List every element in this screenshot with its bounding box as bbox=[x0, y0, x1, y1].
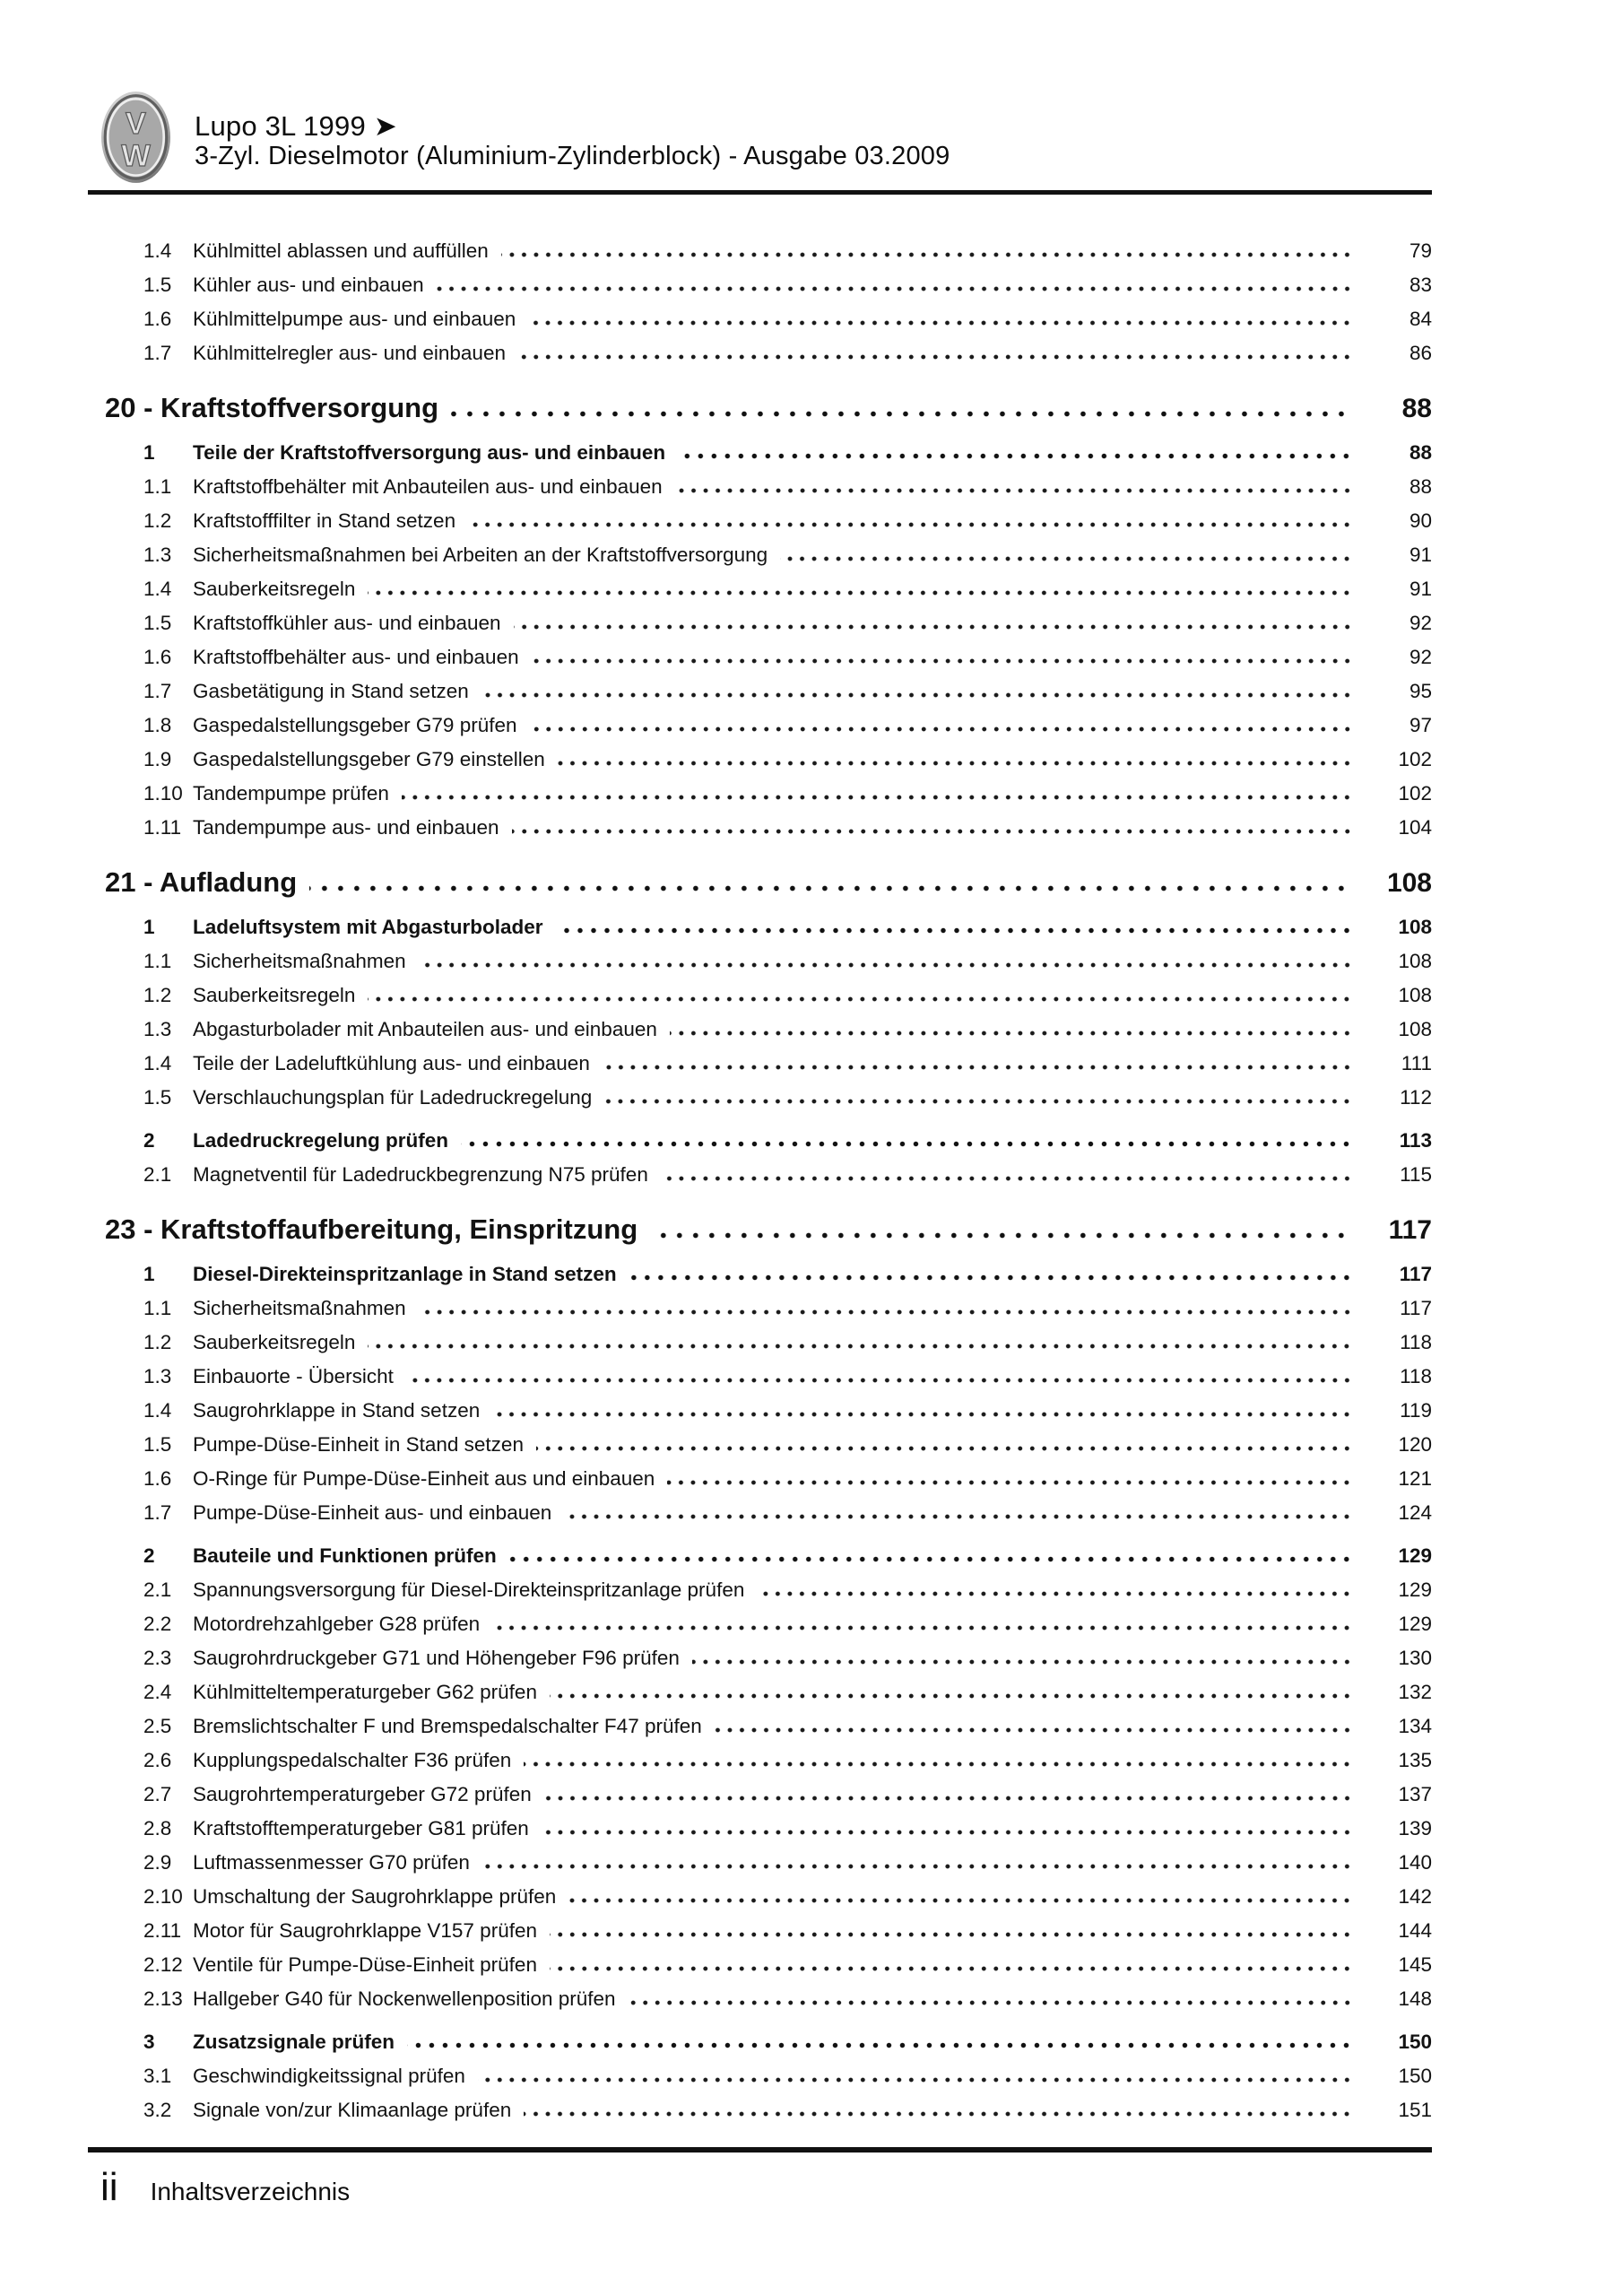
toc-section-title: 23 - Kraftstoffaufbereitung, Einspritzung bbox=[105, 1213, 638, 1245]
toc-entry-page: 130 bbox=[1398, 1647, 1432, 1669]
dot-leader bbox=[556, 927, 1356, 934]
toc-entry-title: Motor für Saugrohrklappe V157 prüfen bbox=[193, 1919, 537, 1942]
toc-entry-page: 79 bbox=[1409, 239, 1432, 262]
toc-entry-page: 95 bbox=[1409, 680, 1432, 702]
toc-entry-number: 1.6 bbox=[143, 308, 172, 330]
toc-entry bbox=[88, 470, 1432, 504]
toc-entry-page: 144 bbox=[1398, 1919, 1432, 1942]
toc-entry-title: Kühlmitteltemperaturgeber G62 prüfen bbox=[193, 1681, 537, 1703]
dot-leader bbox=[368, 1344, 1355, 1349]
toc-entry bbox=[88, 1948, 1432, 1982]
toc-section-page: 117 bbox=[1388, 1215, 1432, 1245]
toc-entry-title: Sauberkeitsregeln bbox=[193, 984, 356, 1006]
toc-entry bbox=[88, 1496, 1432, 1530]
toc-entry bbox=[88, 1846, 1432, 1880]
toc-entry-title: Kraftstofffilter in Stand setzen bbox=[193, 509, 456, 532]
toc-entry-page: 120 bbox=[1398, 1433, 1432, 1456]
toc-entry bbox=[88, 1709, 1432, 1744]
footer-section-label: Inhaltsverzeichnis bbox=[150, 2178, 351, 2205]
toc-entry-title: Kupplungspedalschalter F36 prüfen bbox=[193, 1749, 512, 1771]
toc-entry-title: Sauberkeitsregeln bbox=[193, 1331, 356, 1353]
toc-entry-number: 1.5 bbox=[143, 612, 172, 634]
toc-entry-page: 137 bbox=[1398, 1783, 1432, 1805]
toc-entry-title: Gasbetätigung in Stand setzen bbox=[193, 680, 469, 702]
toc-entry-number: 1.9 bbox=[143, 748, 172, 770]
dot-leader bbox=[524, 2111, 1355, 2117]
dot-leader bbox=[528, 320, 1355, 326]
toc-entry bbox=[88, 2025, 1432, 2059]
svg-text:V: V bbox=[126, 106, 146, 141]
toc-entry-page: 118 bbox=[1400, 1331, 1432, 1353]
dot-leader bbox=[675, 488, 1355, 493]
toc-entry bbox=[88, 1539, 1432, 1573]
dot-leader bbox=[407, 2042, 1355, 2048]
toc-entry bbox=[88, 640, 1432, 674]
toc-entry bbox=[88, 1982, 1432, 2016]
toc-entry-title: Pumpe-Düse-Einheit in Stand setzen bbox=[193, 1433, 524, 1456]
toc-entry-page: 129 bbox=[1398, 1544, 1432, 1567]
toc-entry bbox=[88, 572, 1432, 606]
dot-leader bbox=[604, 1099, 1355, 1104]
toc-entry-number: 1.1 bbox=[143, 1297, 172, 1319]
toc-entry bbox=[88, 910, 1432, 944]
toc-entry-number: 1.7 bbox=[143, 342, 172, 364]
toc-entry-number: 1.4 bbox=[143, 1399, 172, 1422]
toc-entry bbox=[88, 709, 1432, 743]
toc-entry-title: Gaspedalstellungsgeber G79 prüfen bbox=[193, 714, 517, 736]
dot-leader bbox=[678, 453, 1355, 459]
toc-entry-number: 1.2 bbox=[143, 984, 172, 1006]
toc-entry-page: 112 bbox=[1400, 1086, 1432, 1109]
toc-entry-page: 83 bbox=[1409, 274, 1432, 296]
toc-entry-title: Geschwindigkeitssignal prüfen bbox=[193, 2065, 465, 2087]
toc-entry bbox=[88, 978, 1432, 1013]
dot-leader bbox=[478, 2077, 1355, 2083]
toc-entry bbox=[88, 777, 1432, 811]
dot-leader bbox=[661, 1176, 1355, 1181]
page-title: Lupo 3L 1999 ➤ bbox=[195, 110, 397, 142]
toc-entry-title: Saugrohrtemperaturgeber G72 prüfen bbox=[193, 1783, 532, 1805]
toc-entry-title: Bauteile und Funktionen prüfen bbox=[193, 1544, 497, 1567]
toc-entry-page: 140 bbox=[1398, 1851, 1432, 1874]
toc-entry-page: 104 bbox=[1398, 816, 1432, 839]
toc-entry-title: Einbauorte - Übersicht bbox=[193, 1365, 394, 1387]
toc-entry-title: Spannungsversorgung für Diesel-Direkteinspritzanlage prüfen bbox=[193, 1578, 745, 1601]
toc-entry-page: 102 bbox=[1398, 782, 1432, 804]
dot-leader bbox=[670, 1031, 1355, 1036]
toc-entry bbox=[88, 1880, 1432, 1914]
toc-entry-title: Ladedruckregelung prüfen bbox=[193, 1129, 449, 1152]
toc-entry-number: 1 bbox=[143, 916, 155, 938]
dot-leader bbox=[568, 1898, 1355, 1903]
toc-entry-number: 1.3 bbox=[143, 544, 172, 566]
toc-entry-number: 1 bbox=[143, 441, 155, 464]
toc-section-page: 88 bbox=[1401, 394, 1432, 423]
toc-entry bbox=[88, 2093, 1432, 2127]
dot-leader bbox=[780, 556, 1355, 561]
toc-entry-title: Kraftstoffbehälter aus- und einbauen bbox=[193, 646, 519, 668]
toc-entry-number: 2.7 bbox=[143, 1783, 172, 1805]
toc-entry-title: Tandempumpe aus- und einbauen bbox=[193, 816, 499, 839]
footer-row bbox=[100, 2165, 1432, 2210]
dot-leader bbox=[451, 411, 1351, 417]
toc-entry-title: Tandempumpe prüfen bbox=[193, 782, 389, 804]
toc-entry bbox=[88, 1641, 1432, 1675]
toc-entry-page: 121 bbox=[1398, 1467, 1432, 1490]
toc-section-heading bbox=[88, 390, 1432, 427]
toc-entry-page: 119 bbox=[1400, 1399, 1432, 1422]
toc-entry bbox=[88, 1047, 1432, 1081]
toc-entry-number: 3.1 bbox=[143, 2065, 172, 2087]
toc-entry bbox=[88, 1744, 1432, 1778]
toc-entry bbox=[88, 674, 1432, 709]
toc-entry-page: 117 bbox=[1400, 1297, 1432, 1319]
toc-entry-number: 2.6 bbox=[143, 1749, 172, 1771]
toc-entry-page: 108 bbox=[1398, 950, 1432, 972]
toc-entry-title: Motordrehzahlgeber G28 prüfen bbox=[193, 1613, 481, 1635]
dot-leader bbox=[309, 885, 1351, 891]
toc-entry bbox=[88, 1257, 1432, 1292]
toc-entry-title: Magnetventil für Ladedruckbegrenzung N75 prüfen bbox=[193, 1163, 648, 1186]
dot-leader bbox=[501, 252, 1355, 257]
toc-entry-number: 2.13 bbox=[143, 1987, 183, 2010]
toc-entry-page: 92 bbox=[1409, 646, 1432, 668]
toc-section-title: 20 - Kraftstoffversorgung bbox=[105, 392, 439, 423]
dot-leader bbox=[512, 829, 1356, 834]
toc-entry-title: Diesel-Direkteinspritzanlage in Stand setzen bbox=[193, 1263, 617, 1285]
dot-leader bbox=[461, 1141, 1355, 1147]
toc-entry-title: Signale von/zur Klimaanlage prüfen bbox=[193, 2099, 512, 2121]
page-subtitle: 3-Zyl. Dieselmotor (Aluminium-Zylinderblock) - Ausgabe 03.2009 bbox=[195, 142, 950, 170]
dot-leader bbox=[514, 624, 1355, 630]
toc-entry-page: 142 bbox=[1398, 1885, 1432, 1908]
toc-entry-number: 1.6 bbox=[143, 646, 172, 668]
toc-entry-number: 1.3 bbox=[143, 1365, 172, 1387]
toc-entry-title: Pumpe-Düse-Einheit aus- und einbauen bbox=[193, 1501, 552, 1524]
toc-entry-page: 102 bbox=[1398, 748, 1432, 770]
toc-entry-number: 1.10 bbox=[143, 782, 183, 804]
header-rule bbox=[88, 190, 1432, 195]
toc-entry-title: Abgasturbolader mit Anbauteilen aus- und einbauen bbox=[193, 1018, 657, 1040]
dot-leader bbox=[667, 1480, 1355, 1485]
toc-entry-page: 118 bbox=[1400, 1365, 1432, 1387]
toc-entry-page: 145 bbox=[1398, 1953, 1432, 1976]
toc-entry-page: 129 bbox=[1398, 1578, 1432, 1601]
toc-entry-number: 2.9 bbox=[143, 1851, 172, 1874]
toc-entry-number: 3 bbox=[143, 2031, 155, 2053]
toc-entry bbox=[88, 234, 1432, 268]
toc-entry bbox=[88, 606, 1432, 640]
toc-entry-number: 2.4 bbox=[143, 1681, 172, 1703]
toc-entry-page: 111 bbox=[1401, 1052, 1432, 1074]
toc-entry bbox=[88, 1607, 1432, 1641]
toc-entry-title: O-Ringe für Pumpe-Düse-Einheit aus und einbauen bbox=[193, 1467, 655, 1490]
toc-entry-title: Sicherheitsmaßnahmen bbox=[193, 950, 406, 972]
toc-entry bbox=[88, 1675, 1432, 1709]
toc-entry-number: 1.5 bbox=[143, 1433, 172, 1456]
toc-entry-title: Kraftstofftemperaturgeber G81 prüfen bbox=[193, 1817, 529, 1839]
toc-entry-page: 115 bbox=[1400, 1163, 1432, 1186]
dot-leader bbox=[532, 658, 1355, 664]
toc-entry-title: Sicherheitsmaßnahmen bbox=[193, 1297, 406, 1319]
toc-entry bbox=[88, 811, 1432, 845]
toc-entry-number: 2.11 bbox=[143, 1919, 182, 1942]
toc-entry-title: Kühlmittelregler aus- und einbauen bbox=[193, 342, 506, 364]
dot-leader bbox=[468, 522, 1355, 527]
toc-entry-title: Zusatzsignale prüfen bbox=[193, 2031, 395, 2053]
toc-entry bbox=[88, 1326, 1432, 1360]
toc-entry-title: Teile der Kraftstoffversorgung aus- und einbauen bbox=[193, 441, 666, 464]
dot-leader bbox=[564, 1514, 1355, 1519]
toc-section-heading bbox=[88, 865, 1432, 901]
toc-entry bbox=[88, 1573, 1432, 1607]
toc-entry bbox=[88, 1081, 1432, 1115]
toc-entry-title: Hallgeber G40 für Nockenwellenposition prüfen bbox=[193, 1987, 616, 2010]
toc-entry-page: 108 bbox=[1398, 1018, 1432, 1040]
toc-entry-page: 92 bbox=[1409, 612, 1432, 634]
toc-entry-number: 1.2 bbox=[143, 1331, 172, 1353]
toc-entry-number: 1.4 bbox=[143, 239, 172, 262]
dot-leader bbox=[550, 1932, 1355, 1937]
toc-entry-title: Luftmassenmesser G70 prüfen bbox=[193, 1851, 470, 1874]
toc-entry bbox=[88, 944, 1432, 978]
toc-entry-title: Umschaltung der Saugrohrklappe prüfen bbox=[193, 1885, 557, 1908]
toc-entry-title: Kühlmittel ablassen und auffüllen bbox=[193, 239, 489, 262]
toc-entry-title: Teile der Ladeluftkühlung aus- und einbauen bbox=[193, 1052, 590, 1074]
toc-entry-page: 151 bbox=[1398, 2099, 1432, 2121]
toc-entry bbox=[88, 1292, 1432, 1326]
toc-entry bbox=[88, 1360, 1432, 1394]
toc-entry-title: Sicherheitsmaßnahmen bei Arbeiten an der Kraftstoffversorgung bbox=[193, 544, 768, 566]
dot-leader bbox=[544, 1796, 1355, 1801]
toc-entry-page: 84 bbox=[1409, 308, 1432, 330]
document-page bbox=[88, 0, 1432, 2127]
toc-entry-title: Ventile für Pumpe-Düse-Einheit prüfen bbox=[193, 1953, 537, 1976]
dot-leader bbox=[542, 1830, 1355, 1835]
dot-leader bbox=[419, 962, 1355, 968]
toc-entry-number: 1.6 bbox=[143, 1467, 172, 1490]
dot-leader bbox=[419, 1309, 1355, 1315]
dot-leader bbox=[530, 726, 1356, 732]
dot-leader bbox=[482, 1864, 1355, 1869]
dot-leader bbox=[406, 1378, 1355, 1383]
dot-leader bbox=[715, 1727, 1355, 1733]
toc-entry-page: 88 bbox=[1409, 441, 1432, 464]
toc-entry bbox=[88, 436, 1432, 470]
header-titles bbox=[195, 90, 950, 171]
toc-entry-page: 134 bbox=[1398, 1715, 1432, 1737]
toc-entry-page: 132 bbox=[1398, 1681, 1432, 1703]
toc-entry-number: 2.1 bbox=[143, 1163, 172, 1186]
toc-entry bbox=[88, 1394, 1432, 1428]
toc bbox=[88, 234, 1432, 2127]
toc-entry bbox=[88, 743, 1432, 777]
dot-leader bbox=[368, 996, 1355, 1002]
toc-entry-page: 113 bbox=[1399, 1129, 1432, 1152]
toc-entry-page: 148 bbox=[1398, 1987, 1432, 2010]
dot-leader bbox=[629, 2000, 1355, 2005]
toc-entry-number: 2 bbox=[143, 1129, 155, 1152]
toc-entry-title: Saugrohrdruckgeber G71 und Höhengeber F96 prüfen bbox=[193, 1647, 680, 1669]
toc-entry bbox=[88, 2059, 1432, 2093]
toc-entry-number: 1.7 bbox=[143, 1501, 172, 1524]
dot-leader bbox=[550, 1966, 1355, 1971]
toc-entry-title: Saugrohrklappe in Stand setzen bbox=[193, 1399, 481, 1422]
toc-entry-number: 1 bbox=[143, 1263, 155, 1285]
toc-entry-number: 2.10 bbox=[143, 1885, 183, 1908]
toc-entry-title: Sauberkeitsregeln bbox=[193, 578, 356, 600]
toc-entry-page: 108 bbox=[1398, 984, 1432, 1006]
toc-section-title: 21 - Aufladung bbox=[105, 866, 298, 898]
toc-entry-title: Gaspedalstellungsgeber G79 einstellen bbox=[193, 748, 545, 770]
toc-entry-page: 86 bbox=[1409, 342, 1432, 364]
dot-leader bbox=[603, 1065, 1355, 1070]
toc-entry-page: 124 bbox=[1398, 1501, 1432, 1524]
vw-logo-icon bbox=[100, 90, 171, 185]
toc-entry-page: 90 bbox=[1409, 509, 1432, 532]
toc-entry bbox=[88, 1914, 1432, 1948]
toc-entry bbox=[88, 1778, 1432, 1812]
toc-entry-number: 1.8 bbox=[143, 714, 172, 736]
dot-leader bbox=[509, 1556, 1355, 1562]
toc-entry-number: 1.2 bbox=[143, 509, 172, 532]
toc-entry bbox=[88, 1462, 1432, 1496]
toc-entry-number: 1.11 bbox=[143, 816, 182, 839]
toc-entry-title: Verschlauchungsplan für Ladedruckregelung bbox=[193, 1086, 593, 1109]
dot-leader bbox=[558, 761, 1355, 766]
toc-entry-number: 1.5 bbox=[143, 274, 172, 296]
toc-entry-page: 91 bbox=[1409, 544, 1432, 566]
toc-entry bbox=[88, 1812, 1432, 1846]
toc-entry-number: 3.2 bbox=[143, 2099, 172, 2121]
toc-entry-page: 108 bbox=[1398, 916, 1432, 938]
dot-leader bbox=[492, 1412, 1355, 1417]
toc-entry-page: 88 bbox=[1409, 475, 1432, 498]
toc-section-heading bbox=[88, 1212, 1432, 1248]
footer-rule bbox=[88, 2147, 1432, 2152]
toc-entry-number: 1.4 bbox=[143, 1052, 172, 1074]
page-header bbox=[88, 90, 1432, 185]
dot-leader bbox=[629, 1274, 1355, 1281]
dot-leader bbox=[481, 692, 1355, 698]
dot-leader bbox=[692, 1659, 1355, 1665]
toc-entry-page: 150 bbox=[1398, 2065, 1432, 2087]
footer-page-number: ii bbox=[100, 2165, 118, 2209]
toc-entry bbox=[88, 504, 1432, 538]
svg-text:W: W bbox=[121, 139, 151, 174]
toc-entry bbox=[88, 336, 1432, 370]
dot-leader bbox=[524, 1761, 1355, 1767]
toc-entry-number: 1.3 bbox=[143, 1018, 172, 1040]
toc-entry-number: 1.5 bbox=[143, 1086, 172, 1109]
toc-entry-title: Bremslichtschalter F und Bremspedalschalter F47 prüfen bbox=[193, 1715, 702, 1737]
dot-leader bbox=[650, 1232, 1351, 1239]
toc-entry-number: 2.12 bbox=[143, 1953, 183, 1976]
toc-entry bbox=[88, 1013, 1432, 1047]
toc-entry-number: 1.1 bbox=[143, 475, 172, 498]
toc-entry-number: 2.3 bbox=[143, 1647, 172, 1669]
toc-entry-page: 150 bbox=[1398, 2031, 1432, 2053]
toc-entry-title: Kühlmittelpumpe aus- und einbauen bbox=[193, 308, 516, 330]
dot-leader bbox=[492, 1625, 1355, 1631]
toc-entry bbox=[88, 268, 1432, 302]
toc-entry-title: Ladeluftsystem mit Abgasturbolader bbox=[193, 916, 543, 938]
toc-entry-page: 135 bbox=[1398, 1749, 1432, 1771]
toc-entry-number: 2.8 bbox=[143, 1817, 172, 1839]
dot-leader bbox=[437, 286, 1355, 291]
toc-entry-number: 2.2 bbox=[143, 1613, 172, 1635]
page-footer bbox=[88, 2147, 1432, 2210]
toc-entry-number: 1.1 bbox=[143, 950, 172, 972]
toc-entry-page: 91 bbox=[1409, 578, 1432, 600]
toc-entry-page: 117 bbox=[1399, 1263, 1432, 1285]
toc-entry bbox=[88, 1158, 1432, 1192]
toc-entry-page: 129 bbox=[1398, 1613, 1432, 1635]
toc-section-page: 108 bbox=[1386, 868, 1432, 898]
toc-entry-title: Kraftstoffbehälter mit Anbauteilen aus- und einbauen bbox=[193, 475, 663, 498]
dot-leader bbox=[368, 590, 1355, 596]
toc-entry-number: 2.5 bbox=[143, 1715, 172, 1737]
toc-entry bbox=[88, 538, 1432, 572]
toc-entry-number: 2 bbox=[143, 1544, 155, 1567]
dot-leader bbox=[402, 795, 1355, 800]
toc-entry-page: 139 bbox=[1398, 1817, 1432, 1839]
toc-entry bbox=[88, 1124, 1432, 1158]
dot-leader bbox=[536, 1446, 1355, 1451]
toc-entry bbox=[88, 302, 1432, 336]
toc-entry-title: Kühler aus- und einbauen bbox=[193, 274, 424, 296]
toc-entry-page: 97 bbox=[1409, 714, 1432, 736]
toc-entry-number: 1.7 bbox=[143, 680, 172, 702]
dot-leader bbox=[757, 1591, 1355, 1596]
toc-entry-number: 1.4 bbox=[143, 578, 172, 600]
toc-entry-title: Kraftstoffkühler aus- und einbauen bbox=[193, 612, 501, 634]
dot-leader bbox=[550, 1693, 1355, 1699]
toc-entry bbox=[88, 1428, 1432, 1462]
toc-entry-number: 2.1 bbox=[143, 1578, 172, 1601]
dot-leader bbox=[518, 354, 1355, 360]
